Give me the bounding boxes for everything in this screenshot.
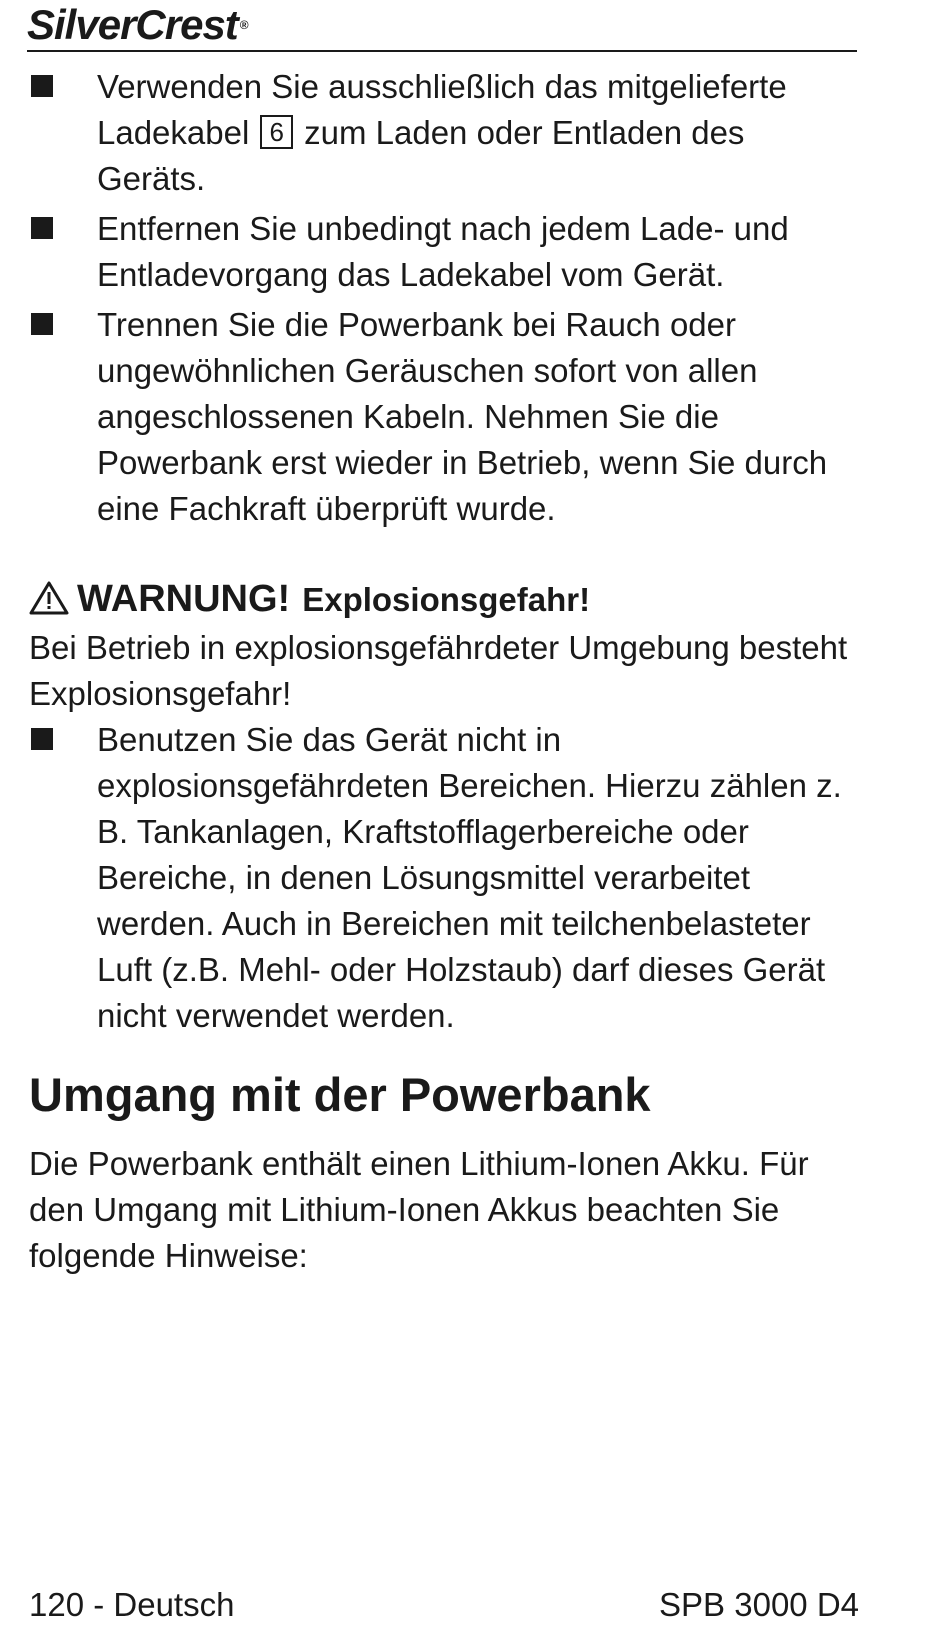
list-item — [29, 206, 859, 298]
bullet-square-icon — [31, 217, 53, 239]
part-reference-number: 6 — [260, 115, 292, 149]
bullet-text: zum Laden oder Entladen des Geräts. — [97, 114, 745, 197]
bullet-text: Benutzen Sie das Gerät nicht in explosionsgefährdeten Bereichen. Hierzu zählen z. B. Tankanlagen, Kraftstofflagerbereiche oder Bereiche, in denen Lösungsmittel verarbeitet werden. Auch in Bereichen mit teilchenbelasteter Luft (z.B. Mehl- oder Holzstaub) darf dieses Gerät nicht verwendet werden. — [97, 721, 842, 1034]
bullet-square-icon — [31, 313, 53, 335]
bullet-text: Trennen Sie die Powerbank bei Rauch oder ungewöhnlichen Geräuschen sofort von allen angeschlossenen Kabeln. Nehmen Sie die Powerbank erst wieder in Betrieb, wenn Sie durch eine Fachkraft überprüft wurde. — [97, 306, 828, 527]
model-number: SPB 3000 D4 — [659, 1586, 859, 1623]
bullet-text: Entfernen Sie unbedingt nach jedem Lade- und Entladevorgang das Ladekabel vom Gerät. — [97, 210, 789, 293]
list-item — [29, 64, 859, 202]
section-text: Die Powerbank enthält einen Lithium-Ionen Akku. Für den Umgang mit Lithium-Ionen Akkus beachten Sie folgende Hinweise: — [29, 1145, 809, 1274]
page-content — [29, 64, 859, 1279]
page-footer — [29, 1582, 859, 1628]
bullet-square-icon — [31, 728, 53, 750]
brand-logo — [27, 2, 248, 48]
section-heading: Umgang mit der Powerbank — [29, 1068, 651, 1121]
warning-label: WARNUNG! — [77, 578, 291, 620]
page-number: 120 - Deutsch — [29, 1586, 235, 1623]
bullet-square-icon — [31, 75, 53, 97]
list-item — [29, 302, 859, 532]
header-rule — [27, 50, 857, 52]
warning-triangle-icon — [29, 581, 69, 615]
brand-name: SilverCrest — [27, 1, 238, 48]
registered-mark: ® — [239, 18, 248, 32]
bullet-text: Verwenden Sie ausschließlich das mitgelieferte Ladekabel — [97, 68, 787, 151]
warning-text: Bei Betrieb in explosionsgefährdeter Umgebung besteht Explosionsgefahr! — [29, 629, 848, 712]
warning-heading — [29, 574, 859, 625]
list-item — [29, 717, 859, 1039]
warning-title: Explosionsgefahr! — [302, 581, 591, 618]
